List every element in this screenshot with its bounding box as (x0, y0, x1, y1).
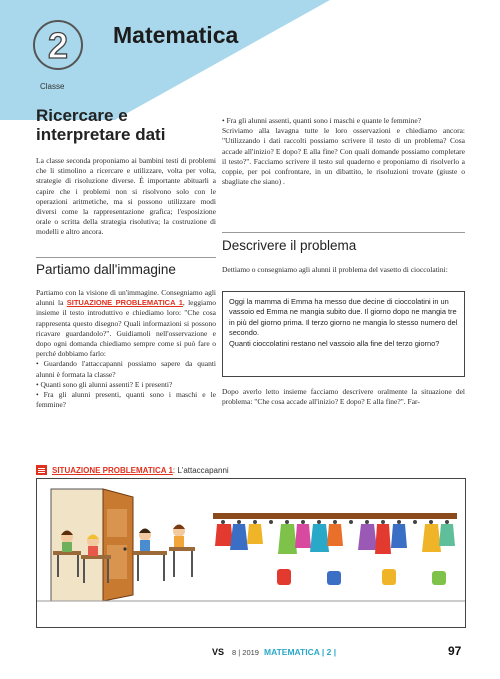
section-title-partiamo: Partiamo dall'immagine (36, 262, 176, 277)
subject-name: MATEMATICA (264, 647, 320, 657)
section2-body (36, 288, 216, 410)
section1-paragraph: La classe seconda proponiamo ai bambini testi di problemi che li stimolino a ricercare e utilizzare, volta per volta, strategie di risoluzione diverse. È importante abituarli a capire che i problemi non si risolvono solo con le operazioni aritmetiche, ma si possono utilizzare modi diversi come la rappresentazione grafica; l'esposizione orale o scritta della strategia risolutiva; la costruzione di modelli e altro ancora. (36, 156, 216, 237)
section3-intro-text: Dettiamo o consegniamo agli alunni il problema del vasetto di cioccolatini: (222, 265, 448, 274)
situation-subtitle: : L'attaccapanni (172, 466, 229, 475)
problem-question: Quanti cioccolatini restano nel vassoio alla fine del terzo giorno? (229, 338, 440, 348)
section3-after (222, 387, 465, 407)
page-number: 97 (448, 644, 462, 658)
class-label: Classe (40, 82, 65, 91)
situation-label[interactable]: SITUAZIONE PROBLEMATICA 1 (52, 466, 173, 475)
section-title-line2: interpretare dati (36, 125, 166, 144)
situation-heading (36, 465, 229, 475)
problem-text: Oggi la mamma di Emma ha messo due decine di cioccolatini in un vassoio ed Emma ne mangia subito due. Il giorno dopo ne mangia tre in più del giorno prima. Il terzo giorno ne mangia lo stesso numero del secondo. (229, 297, 458, 338)
issue-number: 8 | 2019 (232, 648, 259, 657)
section1-body (36, 156, 216, 238)
right-column-body (222, 116, 465, 187)
coat-rack-drawing (37, 479, 466, 628)
problem-box (222, 291, 465, 377)
page-title: Matematica (113, 22, 239, 48)
bullet-item: • Quanti sono gli alunni assenti? E i presenti? (36, 379, 173, 389)
bullet-item: • Fra gli alunni presenti, quanti sono i maschi e le femmine? (36, 390, 216, 410)
class-number-footer: 2 (326, 647, 332, 657)
section-title-descrivere: Descrivere il problema (222, 238, 357, 253)
situation-link[interactable]: SITUAZIONE PROBLEMATICA 1 (66, 298, 183, 308)
class-number: 2 (47, 25, 69, 66)
section2-paragraph (36, 288, 216, 359)
bullet-item: • Guardando l'attaccapanni possiamo sapere da quanti alunni è formata la classe? (36, 359, 216, 379)
class-badge (33, 20, 83, 70)
classroom-illustration (36, 478, 466, 628)
bullet-item: • Fra gli alunni assenti, quanti sono i maschi e quante le femmine? (222, 116, 422, 125)
section-title-ricercare (36, 106, 226, 144)
document-icon (36, 465, 47, 475)
section2-intro: Partiamo con la visione di un'immagine. Consegniamo agli alunni la (36, 288, 216, 308)
section2-rest: , leggiamo insieme il testo introduttivo e chiediamo loro: "Che cosa rappresenta questo disegno? Quali informazioni si possono ricavare guardandolo?". Guidiamoli nell'osservazione e dopo ogni domanda chiediamo sempre come si può fare o perché dobbiamo farlo: (36, 298, 216, 359)
magazine-logo: VS (212, 647, 225, 657)
section-divider (36, 257, 216, 258)
section3-after-text: Dopo averlo letto insieme facciamo descrivere oralmente la situazione del problema: "Che cosa accade all'inizio? E dopo? E alla fine?". Far- (222, 387, 465, 407)
section3-intro (222, 265, 465, 275)
section-title-line1: Ricercare e (36, 106, 128, 125)
right-paragraph: Scriviamo alla lavagna tutte le loro osservazioni e chiediamo ancora: "Utilizzando i dati raccolti possiamo scrivere il testo di un problema? Cosa accade all'inizio? E dopo? E alla fine? Con quali domande possiamo completare il testo?". Facciamo scrivere il testo sul quaderno e proponiamo di risolverlo a coppie, per poi confrontare, in un dibattito, le risoluzioni trovate (giuste o sbagliate che siano) . (222, 126, 465, 187)
footer-subject: MATEMATICA | 2 | (264, 647, 337, 657)
section-divider (222, 232, 465, 233)
